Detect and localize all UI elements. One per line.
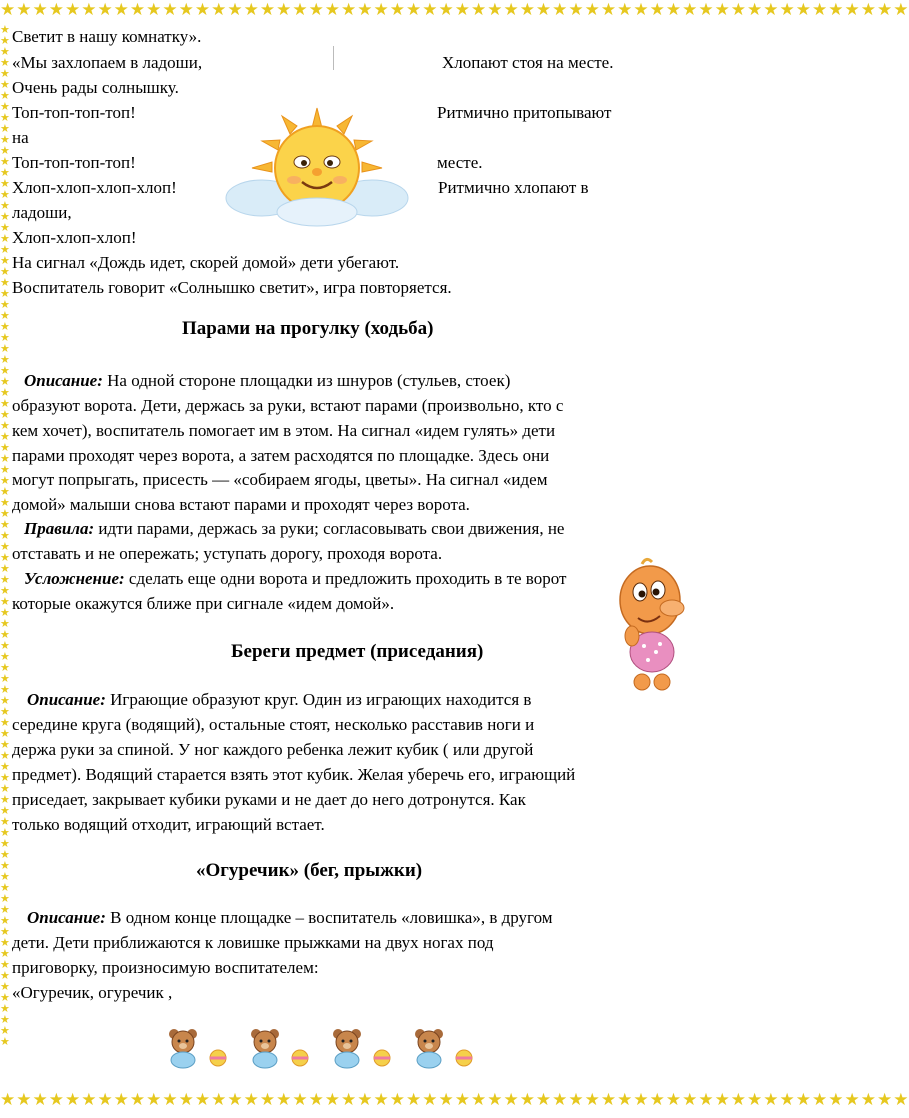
- poem-line: Топ-топ-топ-топ!: [12, 153, 136, 172]
- paragraph-line: домой» малыши снова встают парами и проходят через ворота.: [12, 495, 470, 514]
- label-description: Описание:: [27, 908, 106, 927]
- paragraph-line: образуют ворота. Дети, держась за руки, встают парами (произвольно, кто с: [12, 396, 564, 415]
- paragraph-line: кем хочет), воспитатель помогает им в этом. На сигнал «идем гулять» дети: [12, 421, 556, 440]
- text: сделать еще одни ворота и предложить проходить в те ворот: [124, 569, 567, 588]
- label-description: Описание:: [24, 371, 103, 390]
- paragraph-line: [24, 568, 620, 590]
- poem-line: Хлоп-хлоп-хлоп-хлоп!: [12, 178, 177, 197]
- poem-note: Ритмично хлопают в: [438, 178, 589, 197]
- section-title: Береги предмет (приседания): [231, 641, 484, 662]
- poem-line: «Мы захлопаем в ладоши,: [12, 53, 203, 72]
- poem-line: На сигнал «Дождь идет, скорей домой» дети убегают.: [12, 253, 400, 272]
- poem-line: Топ-топ-топ-топ!: [12, 103, 136, 122]
- teddy-bears-row-icon: [162, 1024, 502, 1068]
- text: На одной стороне площадки из шнуров (стульев, стоек): [102, 371, 511, 390]
- poem-line: Очень рады солнышку.: [12, 78, 179, 97]
- paragraph-line: парами проходят через ворота, а затем расходятся по площадке. Здесь они: [12, 446, 550, 465]
- paragraph-line: приговорку, произносимую воспитателем:: [12, 958, 319, 977]
- paragraph-line: дети. Дети приближаются к ловишке прыжками на двух ногах под: [12, 933, 494, 952]
- divider: [333, 46, 334, 70]
- poem-note: Ритмично притопывают: [437, 103, 612, 122]
- paragraph-line: [24, 518, 564, 540]
- poem-note: Хлопают стоя на месте.: [442, 53, 614, 72]
- text: идти парами, держась за руки; согласовывать свои движения, не: [94, 519, 565, 538]
- poem-line: ладоши,: [12, 203, 72, 222]
- text: В одном конце площадке – воспитатель «ловишка», в другом: [105, 908, 553, 927]
- child-cartoon-icon: [612, 556, 692, 694]
- text: Играющие образуют круг. Один из играющих находится в: [105, 690, 532, 709]
- section-title: Парами на прогулку (ходьба): [182, 318, 434, 339]
- paragraph-line: [24, 370, 510, 392]
- poem-line: Светит в нашу комнатку».: [12, 27, 202, 46]
- poem-line: Воспитатель говорит «Солнышко светит», игра повторяется.: [12, 278, 452, 297]
- star-border-bottom: ★★★★★★★★★★★★★★★★★★★★★★★★★★★★★★★★★★★★★★★★★★★★★★★★★★★★★★★★: [0, 1090, 909, 1110]
- paragraph-line: могут попрыгать, присесть — «собираем ягоды, цветы». На сигнал «идем: [12, 470, 548, 489]
- paragraph-line: отставать и не опережать; уступать дорогу, проходя ворота.: [12, 544, 443, 563]
- label-rules: Правила:: [24, 519, 95, 538]
- paragraph-line: предмет). Водящий старается взять этот кубик. Желая уберечь его, играющий: [12, 765, 576, 784]
- poem-line: Хлоп-хлоп-хлоп!: [12, 228, 137, 247]
- paragraph-line: середине круга (водящий), остальные стоят, несколько расставив ноги и: [12, 715, 535, 734]
- paragraph-line: [27, 689, 531, 711]
- poem-note: месте.: [437, 153, 483, 172]
- paragraph-line: которые окажутся ближе при сигнале «идем домой».: [12, 594, 395, 613]
- paragraph-line: [27, 907, 553, 929]
- label-description: Описание:: [27, 690, 106, 709]
- star-border-left: ★★★★★★★★★★★★★★★★★★★★★★★★★★★★★★★★★★★★★★★★★★★★★★★★★★★★★★★★★★★★★★★★★★★★★★★★★★★★★★★★★★★★★★★★★★★★★: [0, 23, 10, 1048]
- section-title: «Огуречик» (бег, прыжки): [196, 860, 423, 881]
- paragraph-line: приседает, закрывает кубики руками и не дает до него дотронутся. Как: [12, 790, 526, 809]
- poem-line: на: [12, 128, 29, 147]
- sun-with-face-icon: [222, 106, 412, 226]
- star-border-top: ★★★★★★★★★★★★★★★★★★★★★★★★★★★★★★★★★★★★★★★★★★★★★★★★★★★★★★★★: [0, 0, 909, 20]
- paragraph-line: держа руки за спиной. У ног каждого ребенка лежит кубик ( или другой: [12, 740, 534, 759]
- paragraph-line: «Огуречик, огуречик ,: [12, 983, 173, 1002]
- paragraph-line: только водящий отходит, играющий встает.: [12, 815, 325, 834]
- label-complication: Усложнение:: [24, 569, 125, 588]
